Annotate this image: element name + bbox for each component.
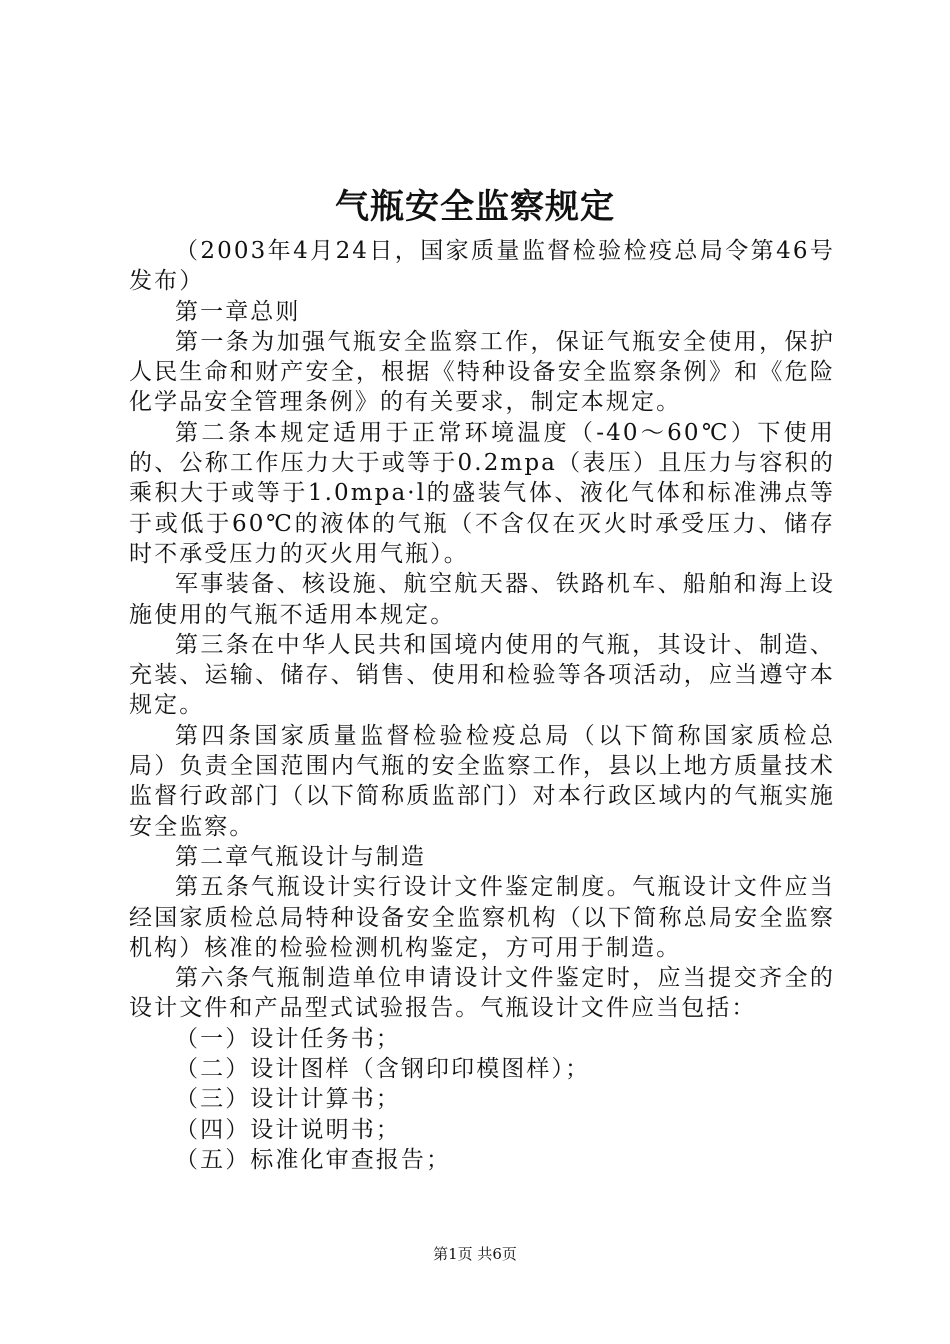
list-item: （三）设计计算书； bbox=[175, 1086, 401, 1113]
list-item: （一）设计任务书； bbox=[175, 1025, 401, 1052]
article-paragraph: 第四条国家质量监督检验检疫总局（以下简称国家质检总局）负责全国范围内气瓶的安全监察工作，县以上地方质量技术监督行政部门（以下简称质监部门）对本行政区域内的气瓶实施安全监察。 bbox=[129, 722, 835, 840]
article-paragraph: 第六条气瓶制造单位申请设计文件鉴定时，应当提交齐全的设计文件和产品型式试验报告。气瓶设计文件应当包括： bbox=[129, 965, 835, 1022]
document-body bbox=[129, 236, 835, 1175]
chapter-heading: 第二章气瓶设计与制造 bbox=[175, 843, 426, 870]
publication-note: （2003年4月24日，国家质量监督检验检疫总局令第46号发布） bbox=[129, 238, 835, 295]
article-paragraph: 第二条本规定适用于正常环境温度（-40～60℃）下使用的、公称工作压力大于或等于0.2mpa（表压）且压力与容积的乘积大于或等于1.0mpa·l的盛装气体、液化气体和标准沸点等于或低于60℃的液体的气瓶（不含仅在灭火时承受压力、储存时不承受压力的灭火用气瓶）。 bbox=[129, 419, 835, 567]
article-paragraph: 第一条为加强气瓶安全监察工作，保证气瓶安全使用，保护人民生命和财产安全，根据《特种设备安全监察条例》和《危险化学品安全管理条例》的有关要求，制定本规定。 bbox=[129, 328, 835, 416]
article-paragraph: 第五条气瓶设计实行设计文件鉴定制度。气瓶设计文件应当经国家质检总局特种设备安全监察机构（以下简称总局安全监察机构）核准的检验检测机构鉴定，方可用于制造。 bbox=[129, 874, 835, 961]
list-item: （二）设计图样（含钢印印模图样）； bbox=[175, 1056, 591, 1083]
page-number-footer: 第1页 共6页 bbox=[433, 1245, 517, 1263]
list-item: （五）标准化审查报告； bbox=[175, 1146, 452, 1173]
article-paragraph: 第三条在中华人民共和国境内使用的气瓶，其设计、制造、充装、运输、储存、销售、使用和检验等各项活动，应当遵守本规定。 bbox=[129, 631, 835, 719]
article-paragraph: 军事装备、核设施、航空航天器、铁路机车、船舶和海上设施使用的气瓶不适用本规定。 bbox=[129, 571, 835, 628]
chapter-heading: 第一章总则 bbox=[175, 298, 301, 325]
document-title: 气瓶安全监察规定 bbox=[335, 187, 615, 227]
list-item: （四）设计说明书； bbox=[175, 1116, 401, 1143]
